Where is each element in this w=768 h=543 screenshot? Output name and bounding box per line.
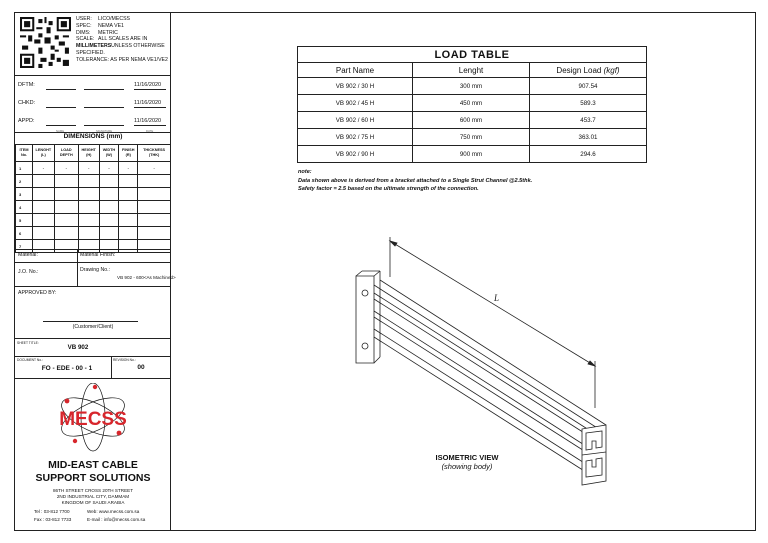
- load-header-design-load: [530, 63, 647, 78]
- signoff-row: [18, 100, 168, 112]
- header-info: [15, 13, 171, 75]
- tel: Tel : 03-812 7700: [34, 509, 70, 514]
- address-line: 86TH STREET CROSS 20TH STREET: [52, 488, 134, 493]
- spec-value: NEMA VE1: [98, 22, 124, 29]
- dim-cell: [119, 188, 138, 201]
- dim-cell: [138, 214, 171, 227]
- drafted-label: DFTM:: [18, 82, 35, 88]
- phone-contacts: [34, 508, 71, 524]
- isometric-caption: [387, 453, 547, 471]
- signature-line: [84, 107, 124, 108]
- customer-label: (Customer/Client): [72, 324, 114, 330]
- name-line: [46, 107, 76, 108]
- dim-cell: [33, 175, 55, 188]
- dim-header: ITEM No.: [16, 145, 33, 162]
- signature-line: [84, 89, 124, 90]
- dim-cell: [119, 175, 138, 188]
- load-cell: VB 902 / 75 H: [298, 129, 413, 146]
- isometric-view-subtitle: (showing body): [441, 462, 493, 471]
- date-line: [134, 107, 166, 108]
- dim-cell: 1: [16, 162, 33, 175]
- dim-header: WIDTH (W): [99, 145, 119, 162]
- isometric-view-title: ISOMETRIC VIEW: [435, 453, 499, 462]
- approved-by-label: APPROVED BY:: [18, 290, 57, 296]
- note-label: note:: [298, 169, 312, 175]
- dim-cell: [78, 188, 99, 201]
- dim-header: HEIGHT (H): [78, 145, 99, 162]
- design-load-label: Design Load: [556, 65, 602, 75]
- website-link[interactable]: Web: www.mecss.com.sa: [87, 509, 140, 514]
- dim-cell: [78, 201, 99, 214]
- dim-table-row: [16, 175, 171, 188]
- signoff-block: [15, 75, 171, 132]
- divider: [77, 263, 78, 287]
- load-table: [297, 46, 647, 163]
- dim-cell: 2: [16, 175, 33, 188]
- user-label: USER:: [76, 16, 92, 22]
- dim-table-row: [16, 201, 171, 214]
- fax: Fax : 03-812 7733: [34, 517, 72, 522]
- title-block: [15, 13, 176, 530]
- design-load-unit: (kgf): [603, 65, 620, 75]
- sheet-title-value: VB 902: [67, 344, 89, 351]
- dim-cell: [99, 175, 119, 188]
- dim-table-row: [16, 188, 171, 201]
- signature-sublabel: SIGNATURE: [96, 129, 113, 133]
- load-cell: 450 mm: [413, 95, 530, 112]
- scale-unit: MILLIMETERS: [76, 43, 112, 50]
- dim-cell: [78, 227, 99, 240]
- date-line: [134, 125, 166, 126]
- dim-header: LENGHT (L): [33, 145, 55, 162]
- load-header-part: Part Name: [298, 63, 413, 78]
- dim-header: FINISH (R): [119, 145, 138, 162]
- dim-cell: [99, 227, 119, 240]
- dim-cell: [33, 188, 55, 201]
- dim-cell: -: [78, 162, 99, 175]
- load-cell: 600 mm: [413, 112, 530, 129]
- divider: [15, 378, 171, 379]
- drawing-no-value: VB 902 - 600<As Machined>: [117, 275, 176, 280]
- dim-cell: [33, 214, 55, 227]
- load-table-row: [298, 95, 647, 112]
- dim-cell: -: [33, 162, 55, 175]
- material-row: [15, 249, 171, 262]
- approved-date: 11/16/2020: [134, 118, 162, 124]
- dim-cell: [99, 214, 119, 227]
- jo-row: [15, 262, 176, 286]
- sheet-title-label: SHEET TITLE:: [17, 341, 39, 345]
- drawing-no-label: Drawing No.:: [80, 267, 110, 273]
- document-no-value: FO - EDE - 00 - 1: [41, 365, 93, 372]
- scale-note: UNLESS OTHERWISE: [111, 43, 165, 50]
- address-line: 2ND INDUSTRIAL CITY, DAMMAM: [56, 494, 130, 499]
- signature-line: [43, 321, 138, 322]
- dim-cell: [138, 188, 171, 201]
- dim-cell: -: [54, 162, 78, 175]
- load-table-body: [298, 78, 647, 163]
- dim-cell: -: [119, 162, 138, 175]
- dim-cell: [54, 175, 78, 188]
- name-sublabel: NAME: [56, 129, 65, 133]
- load-cell: 900 mm: [413, 146, 530, 163]
- sheet-title-block: [15, 338, 171, 356]
- dim-cell: [54, 201, 78, 214]
- dim-cell: 6: [16, 227, 33, 240]
- load-cell: 907.54: [530, 78, 647, 95]
- drafted-date: 11/16/2020: [134, 82, 162, 88]
- dim-cell: [138, 175, 171, 188]
- dim-cell: 7: [16, 240, 33, 253]
- dim-table-row: [16, 227, 171, 240]
- drawing-sheet: [14, 12, 756, 531]
- checked-label: CHKD:: [18, 100, 36, 106]
- dim-cell: [78, 214, 99, 227]
- dim-cell: -: [138, 162, 171, 175]
- checked-date: 11/16/2020: [134, 100, 162, 106]
- note-line: Safety factor = 2.5 based on the ultimate strength of the connection.: [298, 186, 479, 192]
- drawing-meta: [76, 16, 170, 64]
- dim-table-row: [16, 214, 171, 227]
- scale-value: ALL SCALES ARE IN: [98, 36, 148, 43]
- load-table-row: [298, 112, 647, 129]
- company-logo-block: [15, 383, 171, 525]
- signoff-row: [18, 82, 168, 94]
- dim-cell: [138, 201, 171, 214]
- mecss-logo-icon: [15, 383, 171, 453]
- jo-label: J.O. No.:: [18, 269, 39, 275]
- name-line: [46, 125, 76, 126]
- logo-text: MECSS: [59, 409, 127, 430]
- date-line: [134, 89, 166, 90]
- dim-table-row: [16, 162, 171, 175]
- document-no-label: DOCUMENT No.:: [17, 358, 43, 362]
- approved-label: APPD:: [18, 118, 35, 124]
- signoff-row: [18, 118, 168, 133]
- address-line: KINGDOM OF SAUDI ARABIA: [61, 500, 125, 505]
- dim-cell: [99, 188, 119, 201]
- revision-value: 00: [137, 364, 145, 371]
- dim-header: THICKNESS (THK): [138, 145, 171, 162]
- load-cell: 363.01: [530, 129, 647, 146]
- load-table-row: [298, 78, 647, 95]
- approval-block: [15, 286, 171, 338]
- load-cell: VB 902 / 30 H: [298, 78, 413, 95]
- scale-label: SCALE:: [76, 36, 95, 43]
- dimensions-title: DIMENSIONS (mm): [63, 133, 123, 140]
- dims-label: DIMS:: [76, 29, 91, 36]
- load-cell: 453.7: [530, 112, 647, 129]
- company-name-line2: SUPPORT SOLUTIONS: [35, 472, 151, 484]
- dim-cell: 3: [16, 188, 33, 201]
- load-table-row: [298, 146, 647, 163]
- note-line: Data shown above is derived from a bracket attached to a Single Strut Channel @2.5thk.: [298, 177, 533, 184]
- dimensions-body: [16, 162, 171, 253]
- load-cell: 750 mm: [413, 129, 530, 146]
- dim-cell: [33, 201, 55, 214]
- dim-cell: [119, 201, 138, 214]
- document-block: [15, 356, 171, 378]
- dimensions-table: [15, 144, 171, 253]
- web-contacts: [87, 508, 145, 524]
- dim-cell: [54, 214, 78, 227]
- dim-cell: [33, 227, 55, 240]
- length-symbol: L: [494, 293, 500, 303]
- scale-note-end: SPECIFIED.: [76, 49, 105, 56]
- load-cell: VB 902 / 45 H: [298, 95, 413, 112]
- back-plate: [356, 276, 374, 363]
- dim-header: LOAD DEPTH: [54, 145, 78, 162]
- material-label: Material:: [18, 252, 38, 258]
- tolerance: TOLERANCE: AS PER NEMA VE1/VE2: [76, 56, 168, 63]
- email-link[interactable]: E-mail : info@mecss.com.sa: [87, 517, 146, 522]
- load-cell: VB 902 / 90 H: [298, 146, 413, 163]
- note-block: [298, 168, 532, 194]
- load-cell: 589.3: [530, 95, 647, 112]
- dim-cell: [99, 201, 119, 214]
- signature-line: [84, 125, 124, 126]
- company-name-line1: MID-EAST CABLE: [48, 459, 138, 471]
- qr-code-icon: [20, 17, 71, 68]
- dim-cell: -: [99, 162, 119, 175]
- dim-cell: [78, 175, 99, 188]
- dim-cell: 5: [16, 214, 33, 227]
- revision-label: REVISION No.:: [113, 358, 136, 362]
- dim-cell: 4: [16, 201, 33, 214]
- spec-label: SPEC:: [76, 22, 92, 29]
- dim-cell: [119, 214, 138, 227]
- dim-cell: [54, 188, 78, 201]
- load-header-length: Lenght: [413, 63, 530, 78]
- dim-cell: [54, 227, 78, 240]
- main-area: [172, 13, 756, 530]
- load-cell: 300 mm: [413, 78, 530, 95]
- dim-cell: [138, 227, 171, 240]
- dims-value: METRIC: [98, 29, 118, 36]
- material-finish-label: Material Finish:: [80, 252, 116, 258]
- date-sublabel: DATE: [146, 129, 154, 133]
- load-table-row: [298, 129, 647, 146]
- dim-cell: [119, 227, 138, 240]
- load-cell: 294.6: [530, 146, 647, 163]
- user-value: LICO/MECSS: [98, 16, 130, 22]
- load-cell: VB 902 / 60 H: [298, 112, 413, 129]
- load-table-title: LOAD TABLE: [298, 47, 647, 63]
- name-line: [46, 89, 76, 90]
